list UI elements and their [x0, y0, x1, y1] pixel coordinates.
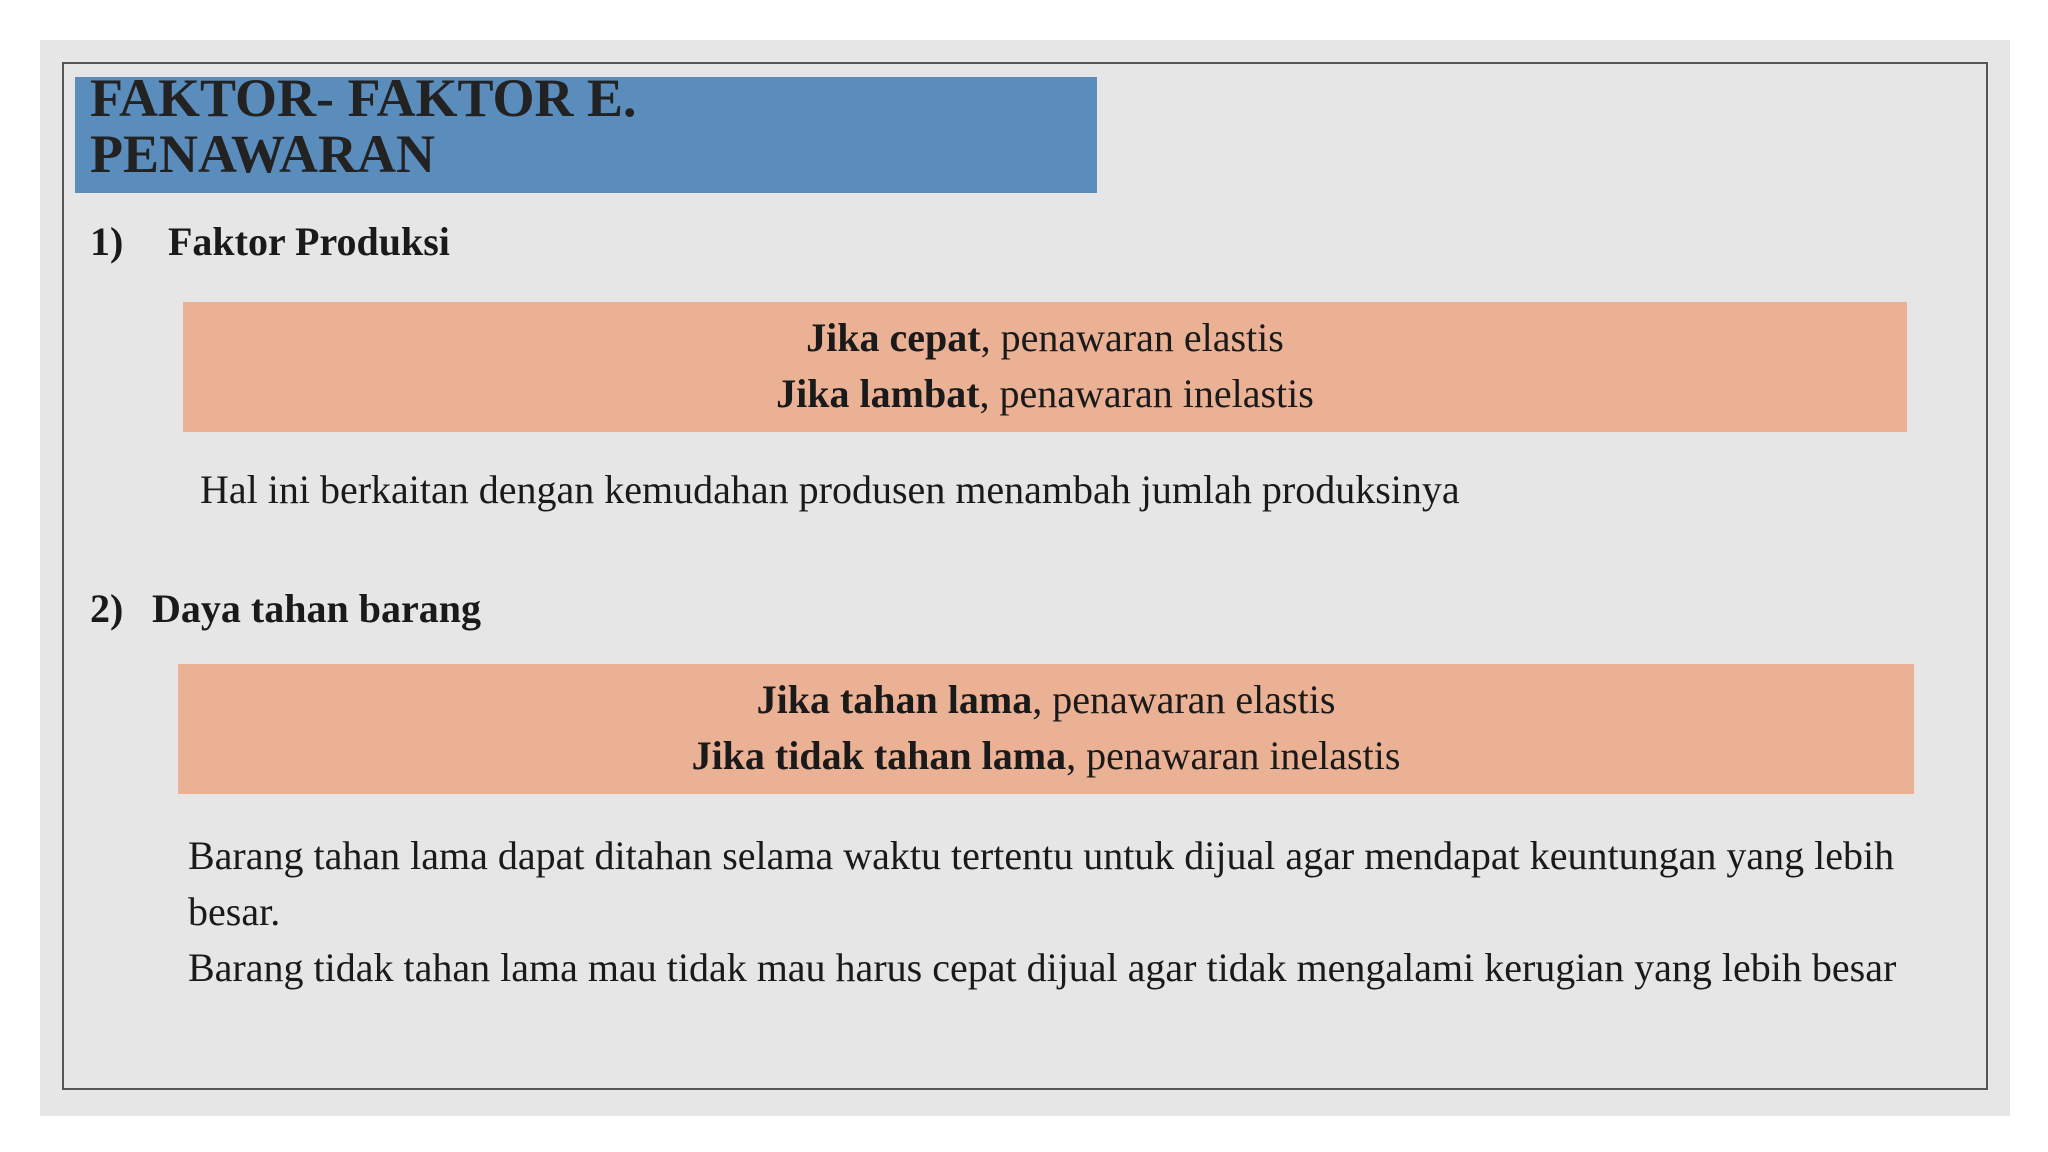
section-1-heading — [90, 218, 450, 266]
rule-text: , penawaran inelastis — [979, 371, 1314, 416]
rule-text: , penawaran elastis — [1032, 677, 1336, 722]
rule-bold: Jika tidak tahan lama — [691, 733, 1067, 778]
section-2-note-1: Barang tahan lama dapat ditahan selama waktu tertentu untuk dijual agar mendapat keuntungan yang lebih besar. — [188, 833, 1895, 934]
title-line-1: FAKTOR- FAKTOR E. — [90, 68, 637, 128]
rule-bold: Jika tahan lama — [756, 677, 1033, 722]
title-line-2: PENAWARAN — [90, 124, 436, 184]
section-1-rule-1 — [183, 310, 1907, 366]
page-title — [90, 70, 637, 182]
section-1-note: Hal ini berkaitan dengan kemudahan produsen menambah jumlah produksinya — [200, 467, 1460, 512]
section-2-rule-1 — [178, 672, 1914, 728]
rule-text: , penawaran elastis — [980, 315, 1284, 360]
section-1-title: Faktor Produksi — [168, 219, 450, 264]
section-2-heading — [90, 585, 481, 633]
section-1-rule-2 — [183, 366, 1907, 422]
section-1-number: 1) — [90, 219, 124, 264]
section-1-rule-box — [183, 302, 1907, 432]
rule-bold: Jika cepat — [806, 315, 981, 360]
slide — [40, 40, 2010, 1116]
section-2-rule-box — [178, 664, 1914, 794]
section-2-notes — [188, 828, 1948, 996]
rule-text: , penawaran inelastis — [1066, 733, 1401, 778]
section-2-title: Daya tahan barang — [152, 586, 481, 631]
section-2-rule-2 — [178, 728, 1914, 784]
rule-bold: Jika lambat — [776, 371, 980, 416]
section-2-note-2: Barang tidak tahan lama mau tidak mau harus cepat dijual agar tidak mengalami kerugian yang lebih besar — [188, 945, 1897, 990]
section-2-number: 2) — [90, 586, 124, 631]
